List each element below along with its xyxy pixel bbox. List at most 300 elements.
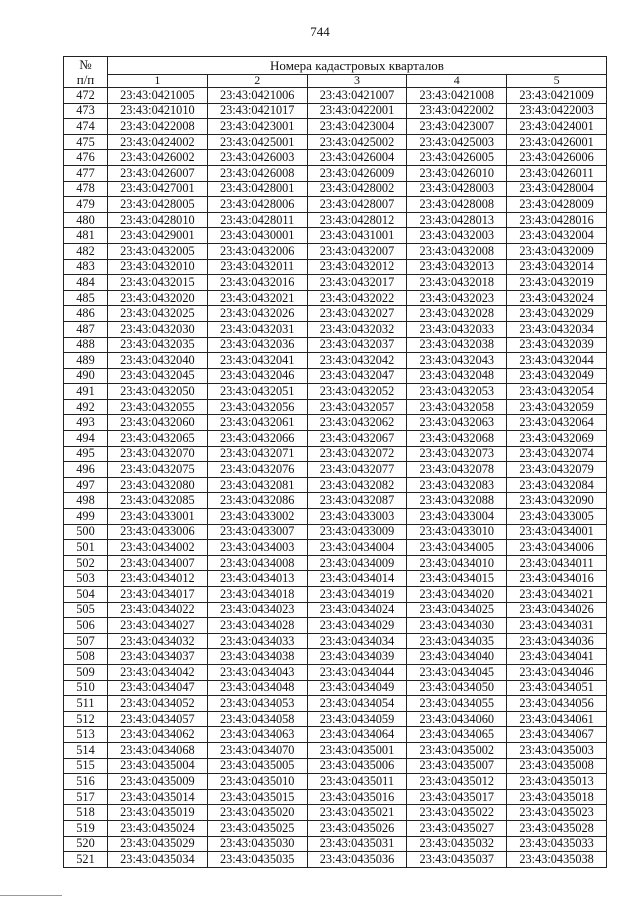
cadastral-number-cell: 23:43:0434054 [307,696,407,712]
row-number-cell: 477 [64,165,108,181]
table-row [64,664,607,680]
table-row [64,587,607,603]
cadastral-number-cell: 23:43:0421008 [407,88,507,104]
cadastral-number-cell: 23:43:0432090 [507,493,607,509]
cadastral-number-cell: 23:43:0432008 [407,243,507,259]
cadastral-number-cell: 23:43:0434001 [507,524,607,540]
table-row [64,477,607,493]
row-number-cell: 503 [64,571,108,587]
cadastral-number-cell: 23:43:0425003 [407,134,507,150]
cadastral-number-cell: 23:43:0432035 [108,337,208,353]
row-number-cell: 497 [64,477,108,493]
cadastral-number-cell: 23:43:0430001 [207,228,307,244]
cadastral-number-cell: 23:43:0435013 [507,774,607,790]
table-row [64,212,607,228]
cadastral-number-cell: 23:43:0434025 [407,602,507,618]
cadastral-number-cell: 23:43:0434062 [108,727,208,743]
cadastral-number-cell: 23:43:0432066 [207,431,307,447]
row-number-cell: 479 [64,197,108,213]
cadastral-number-cell: 23:43:0434006 [507,540,607,556]
cadastral-number-cell: 23:43:0435028 [507,820,607,836]
cadastral-number-cell: 23:43:0421006 [207,88,307,104]
cadastral-number-cell: 23:43:0427001 [108,181,208,197]
cadastral-number-cell: 23:43:0432065 [108,431,208,447]
cadastral-number-cell: 23:43:0435025 [207,820,307,836]
cadastral-number-cell: 23:43:0434034 [307,633,407,649]
table-row [64,618,607,634]
cadastral-number-cell: 23:43:0434002 [108,540,208,556]
column-number: 1 [108,74,208,87]
cadastral-number-cell: 23:43:0435029 [108,836,208,852]
cadastral-number-cell: 23:43:0426009 [307,165,407,181]
cadastral-number-cell: 23:43:0432049 [507,368,607,384]
row-number-cell: 472 [64,88,108,104]
cadastral-number-cell: 23:43:0434053 [207,696,307,712]
table-row [64,431,607,447]
table-row [64,555,607,571]
cadastral-number-cell: 23:43:0434061 [507,711,607,727]
cadastral-number-cell: 23:43:0432053 [407,384,507,400]
cadastral-number-cell: 23:43:0432023 [407,290,507,306]
row-number-cell: 505 [64,602,108,618]
row-number-cell: 473 [64,103,108,119]
cadastral-number-cell: 23:43:0433004 [407,509,507,525]
table-header-row [64,57,607,75]
row-number-header-line2: п/п [76,72,95,87]
table-row [64,306,607,322]
column-number-row [64,74,607,87]
cadastral-number-cell: 23:43:0434012 [108,571,208,587]
cadastral-number-cell: 23:43:0435038 [507,852,607,868]
row-number-cell: 481 [64,228,108,244]
cadastral-number-cell: 23:43:0435021 [307,805,407,821]
row-number-cell: 517 [64,789,108,805]
cadastral-number-cell: 23:43:0432006 [207,243,307,259]
table-row [64,727,607,743]
cadastral-number-cell: 23:43:0428016 [507,212,607,228]
row-number-header [64,57,108,88]
cadastral-number-cell: 23:43:0432030 [108,321,208,337]
cadastral-number-cell: 23:43:0435027 [407,820,507,836]
cadastral-number-cell: 23:43:0432060 [108,415,208,431]
cadastral-number-cell: 23:43:0434070 [207,742,307,758]
row-number-cell: 512 [64,711,108,727]
cadastral-number-cell: 23:43:0425002 [307,134,407,150]
cadastral-number-cell: 23:43:0434059 [307,711,407,727]
cadastral-number-cell: 23:43:0433002 [207,509,307,525]
cadastral-number-cell: 23:43:0435020 [207,805,307,821]
cadastral-number-cell: 23:43:0432062 [307,415,407,431]
cadastral-number-cell: 23:43:0435030 [207,836,307,852]
footer-rule [0,895,62,896]
cadastral-number-cell: 23:43:0426003 [207,150,307,166]
cadastral-number-cell: 23:43:0421009 [507,88,607,104]
cadastral-number-cell: 23:43:0432012 [307,259,407,275]
row-number-cell: 504 [64,587,108,603]
table-row [64,836,607,852]
cadastral-number-cell: 23:43:0432076 [207,462,307,478]
cadastral-number-cell: 23:43:0432081 [207,477,307,493]
cadastral-number-cell: 23:43:0435017 [407,789,507,805]
row-number-cell: 521 [64,852,108,868]
cadastral-number-cell: 23:43:0421007 [307,88,407,104]
cadastral-number-cell: 23:43:0426008 [207,165,307,181]
cadastral-number-cell: 23:43:0434052 [108,696,208,712]
cadastral-number-cell: 23:43:0434015 [407,571,507,587]
cadastral-number-cell: 23:43:0428008 [407,197,507,213]
cadastral-number-cell: 23:43:0428009 [507,197,607,213]
column-number: 3 [307,74,407,87]
row-number-cell: 491 [64,384,108,400]
cadastral-number-cell: 23:43:0432026 [207,306,307,322]
cadastral-number-cell: 23:43:0432072 [307,446,407,462]
table-row [64,134,607,150]
cadastral-number-cell: 23:43:0432059 [507,399,607,415]
cadastral-number-cell: 23:43:0435005 [207,758,307,774]
cadastral-number-cell: 23:43:0434049 [307,680,407,696]
cadastral-number-cell: 23:43:0434057 [108,711,208,727]
cadastral-number-cell: 23:43:0435031 [307,836,407,852]
cadastral-number-cell: 23:43:0432036 [207,337,307,353]
cadastral-number-cell: 23:43:0422002 [407,103,507,119]
cadastral-number-cell: 23:43:0432038 [407,337,507,353]
row-number-cell: 493 [64,415,108,431]
cadastral-number-cell: 23:43:0434047 [108,680,208,696]
cadastral-number-cell: 23:43:0432028 [407,306,507,322]
table-row [64,852,607,868]
row-number-cell: 496 [64,462,108,478]
row-number-cell: 480 [64,212,108,228]
cadastral-number-cell: 23:43:0432050 [108,384,208,400]
cadastral-number-cell: 23:43:0434028 [207,618,307,634]
cadastral-number-cell: 23:43:0432084 [507,477,607,493]
table-title: Номера кадастровых кварталов [108,57,607,75]
cadastral-number-cell: 23:43:0432015 [108,275,208,291]
cadastral-number-cell: 23:43:0428007 [307,197,407,213]
cadastral-number-cell: 23:43:0432063 [407,415,507,431]
cadastral-number-cell: 23:43:0433006 [108,524,208,540]
cadastral-number-cell: 23:43:0428010 [108,212,208,228]
row-number-cell: 482 [64,243,108,259]
row-number-cell: 508 [64,649,108,665]
cadastral-number-cell: 23:43:0435023 [507,805,607,821]
row-number-header-line1: № [79,57,92,72]
cadastral-number-cell: 23:43:0428004 [507,181,607,197]
cadastral-number-cell: 23:43:0432034 [507,321,607,337]
cadastral-number-cell: 23:43:0435006 [307,758,407,774]
cadastral-number-cell: 23:43:0432045 [108,368,208,384]
cadastral-number-cell: 23:43:0432037 [307,337,407,353]
cadastral-number-cell: 23:43:0424002 [108,134,208,150]
row-number-cell: 486 [64,306,108,322]
row-number-cell: 488 [64,337,108,353]
cadastral-number-cell: 23:43:0434050 [407,680,507,696]
cadastral-number-cell: 23:43:0435004 [108,758,208,774]
row-number-cell: 475 [64,134,108,150]
cadastral-number-cell: 23:43:0432011 [207,259,307,275]
cadastral-number-cell: 23:43:0432079 [507,462,607,478]
cadastral-number-cell: 23:43:0432022 [307,290,407,306]
cadastral-number-cell: 23:43:0435036 [307,852,407,868]
cadastral-number-cell: 23:43:0435032 [407,836,507,852]
cadastral-number-cell: 23:43:0435022 [407,805,507,821]
cadastral-number-cell: 23:43:0434023 [207,602,307,618]
cadastral-number-cell: 23:43:0434045 [407,664,507,680]
table-row [64,119,607,135]
cadastral-number-cell: 23:43:0421005 [108,88,208,104]
cadastral-number-cell: 23:43:0435014 [108,789,208,805]
table-row [64,774,607,790]
cadastral-number-cell: 23:43:0432019 [507,275,607,291]
table-row [64,820,607,836]
row-number-cell: 513 [64,727,108,743]
cadastral-number-cell: 23:43:0426006 [507,150,607,166]
cadastral-number-cell: 23:43:0432061 [207,415,307,431]
cadastral-number-cell: 23:43:0432074 [507,446,607,462]
row-number-cell: 495 [64,446,108,462]
row-number-cell: 509 [64,664,108,680]
cadastral-number-cell: 23:43:0432010 [108,259,208,275]
cadastral-number-cell: 23:43:0435009 [108,774,208,790]
row-number-cell: 485 [64,290,108,306]
table-row [64,228,607,244]
table-row [64,509,607,525]
cadastral-number-cell: 23:43:0426004 [307,150,407,166]
row-number-cell: 499 [64,509,108,525]
cadastral-number-cell: 23:43:0435016 [307,789,407,805]
cadastral-number-cell: 23:43:0435001 [307,742,407,758]
cadastral-number-cell: 23:43:0434020 [407,587,507,603]
cadastral-number-cell: 23:43:0434007 [108,555,208,571]
cadastral-number-cell: 23:43:0434060 [407,711,507,727]
cadastral-number-cell: 23:43:0432075 [108,462,208,478]
cadastral-number-cell: 23:43:0432039 [507,337,607,353]
column-number: 4 [407,74,507,87]
table-row [64,243,607,259]
cadastral-number-cell: 23:43:0432070 [108,446,208,462]
cadastral-number-cell: 23:43:0434041 [507,649,607,665]
table-body [64,88,607,868]
cadastral-number-cell: 23:43:0435003 [507,742,607,758]
cadastral-number-cell: 23:43:0432048 [407,368,507,384]
cadastral-number-cell: 23:43:0432043 [407,353,507,369]
table-row [64,165,607,181]
cadastral-number-cell: 23:43:0432056 [207,399,307,415]
cadastral-number-cell: 23:43:0435033 [507,836,607,852]
cadastral-number-cell: 23:43:0434043 [207,664,307,680]
cadastral-number-cell: 23:43:0432025 [108,306,208,322]
row-number-cell: 500 [64,524,108,540]
table-row [64,88,607,104]
table-row [64,353,607,369]
cadastral-number-cell: 23:43:0432007 [307,243,407,259]
column-number: 2 [207,74,307,87]
row-number-cell: 518 [64,805,108,821]
cadastral-number-cell: 23:43:0432021 [207,290,307,306]
cadastral-number-cell: 23:43:0434068 [108,742,208,758]
cadastral-number-cell: 23:43:0434040 [407,649,507,665]
cadastral-number-cell: 23:43:0434008 [207,555,307,571]
cadastral-number-cell: 23:43:0434048 [207,680,307,696]
row-number-cell: 487 [64,321,108,337]
cadastral-number-cell: 23:43:0432046 [207,368,307,384]
cadastral-number-cell: 23:43:0434026 [507,602,607,618]
cadastral-number-cell: 23:43:0432054 [507,384,607,400]
cadastral-number-cell: 23:43:0433007 [207,524,307,540]
cadastral-number-cell: 23:43:0426011 [507,165,607,181]
cadastral-number-cell: 23:43:0426001 [507,134,607,150]
table-row [64,259,607,275]
cadastral-number-cell: 23:43:0432003 [407,228,507,244]
cadastral-number-cell: 23:43:0432083 [407,477,507,493]
table-row [64,337,607,353]
cadastral-number-cell: 23:43:0422003 [507,103,607,119]
cadastral-number-cell: 23:43:0432024 [507,290,607,306]
cadastral-number-cell: 23:43:0432032 [307,321,407,337]
cadastral-number-cell: 23:43:0432009 [507,243,607,259]
table-row [64,493,607,509]
table-row [64,524,607,540]
cadastral-number-cell: 23:43:0431001 [307,228,407,244]
cadastral-number-cell: 23:43:0432029 [507,306,607,322]
cadastral-number-cell: 23:43:0434017 [108,587,208,603]
table-row [64,399,607,415]
cadastral-number-cell: 23:43:0434058 [207,711,307,727]
table-row [64,696,607,712]
page-number: 744 [310,24,330,39]
table-row [64,789,607,805]
table-row [64,462,607,478]
cadastral-number-cell: 23:43:0432068 [407,431,507,447]
row-number-cell: 483 [64,259,108,275]
cadastral-number-cell: 23:43:0434056 [507,696,607,712]
cadastral-number-cell: 23:43:0432064 [507,415,607,431]
cadastral-number-cell: 23:43:0434042 [108,664,208,680]
cadastral-number-cell: 23:43:0435018 [507,789,607,805]
cadastral-number-cell: 23:43:0432016 [207,275,307,291]
row-number-cell: 515 [64,758,108,774]
cadastral-number-cell: 23:43:0432014 [507,259,607,275]
row-number-cell: 502 [64,555,108,571]
cadastral-number-cell: 23:43:0434014 [307,571,407,587]
cadastral-number-cell: 23:43:0432069 [507,431,607,447]
table-row [64,150,607,166]
table-row [64,571,607,587]
cadastral-number-cell: 23:43:0434039 [307,649,407,665]
row-number-cell: 474 [64,119,108,135]
cadastral-number-cell: 23:43:0434055 [407,696,507,712]
cadastral-number-cell: 23:43:0434024 [307,602,407,618]
cadastral-number-cell: 23:43:0432027 [307,306,407,322]
cadastral-number-cell: 23:43:0435015 [207,789,307,805]
cadastral-number-cell: 23:43:0423001 [207,119,307,135]
cadastral-number-cell: 23:43:0435007 [407,758,507,774]
cadastral-number-cell: 23:43:0432047 [307,368,407,384]
table-row [64,275,607,291]
cadastral-number-cell: 23:43:0426002 [108,150,208,166]
cadastral-number-cell: 23:43:0434031 [507,618,607,634]
row-number-cell: 498 [64,493,108,509]
cadastral-number-cell: 23:43:0432033 [407,321,507,337]
table-row [64,680,607,696]
cadastral-number-cell: 23:43:0435035 [207,852,307,868]
cadastral-number-cell: 23:43:0421010 [108,103,208,119]
cadastral-number-cell: 23:43:0435037 [407,852,507,868]
cadastral-number-cell: 23:43:0432018 [407,275,507,291]
cadastral-number-cell: 23:43:0434011 [507,555,607,571]
table-row [64,805,607,821]
table-row [64,758,607,774]
table-row [64,649,607,665]
cadastral-number-cell: 23:43:0432041 [207,353,307,369]
cadastral-number-cell: 23:43:0432013 [407,259,507,275]
cadastral-number-cell: 23:43:0434019 [307,587,407,603]
cadastral-number-cell: 23:43:0432017 [307,275,407,291]
cadastral-quarters-table [63,56,607,868]
row-number-cell: 510 [64,680,108,696]
cadastral-number-cell: 23:43:0421017 [207,103,307,119]
cadastral-number-cell: 23:43:0428005 [108,197,208,213]
cadastral-number-cell: 23:43:0434063 [207,727,307,743]
table-row [64,384,607,400]
table-row [64,742,607,758]
cadastral-number-cell: 23:43:0432073 [407,446,507,462]
table-row [64,711,607,727]
cadastral-number-cell: 23:43:0432042 [307,353,407,369]
cadastral-number-cell: 23:43:0434018 [207,587,307,603]
cadastral-number-cell: 23:43:0428013 [407,212,507,228]
cadastral-number-cell: 23:43:0432080 [108,477,208,493]
cadastral-number-cell: 23:43:0432031 [207,321,307,337]
cadastral-number-cell: 23:43:0434010 [407,555,507,571]
cadastral-number-cell: 23:43:0434046 [507,664,607,680]
cadastral-number-cell: 23:43:0422001 [307,103,407,119]
cadastral-number-cell: 23:43:0434009 [307,555,407,571]
cadastral-number-cell: 23:43:0435024 [108,820,208,836]
row-number-cell: 492 [64,399,108,415]
cadastral-number-cell: 23:43:0434030 [407,618,507,634]
cadastral-number-cell: 23:43:0432077 [307,462,407,478]
cadastral-number-cell: 23:43:0432044 [507,353,607,369]
cadastral-number-cell: 23:43:0432051 [207,384,307,400]
cadastral-number-cell: 23:43:0432055 [108,399,208,415]
cadastral-number-cell: 23:43:0435011 [307,774,407,790]
cadastral-number-cell: 23:43:0433009 [307,524,407,540]
cadastral-number-cell: 23:43:0423007 [407,119,507,135]
cadastral-number-cell: 23:43:0426005 [407,150,507,166]
cadastral-number-cell: 23:43:0433005 [507,509,607,525]
cadastral-number-cell: 23:43:0434064 [307,727,407,743]
row-number-cell: 514 [64,742,108,758]
cadastral-number-cell: 23:43:0426007 [108,165,208,181]
cadastral-number-cell: 23:43:0432020 [108,290,208,306]
table-row [64,368,607,384]
cadastral-number-cell: 23:43:0428011 [207,212,307,228]
table-row [64,415,607,431]
cadastral-number-cell: 23:43:0424001 [507,119,607,135]
cadastral-number-cell: 23:43:0434044 [307,664,407,680]
table-row [64,103,607,119]
row-number-cell: 520 [64,836,108,852]
cadastral-number-cell: 23:43:0434005 [407,540,507,556]
cadastral-number-cell: 23:43:0423004 [307,119,407,135]
cadastral-number-cell: 23:43:0432071 [207,446,307,462]
cadastral-number-cell: 23:43:0434029 [307,618,407,634]
cadastral-number-cell: 23:43:0434037 [108,649,208,665]
cadastral-number-cell: 23:43:0428006 [207,197,307,213]
table-row [64,181,607,197]
table-row [64,540,607,556]
